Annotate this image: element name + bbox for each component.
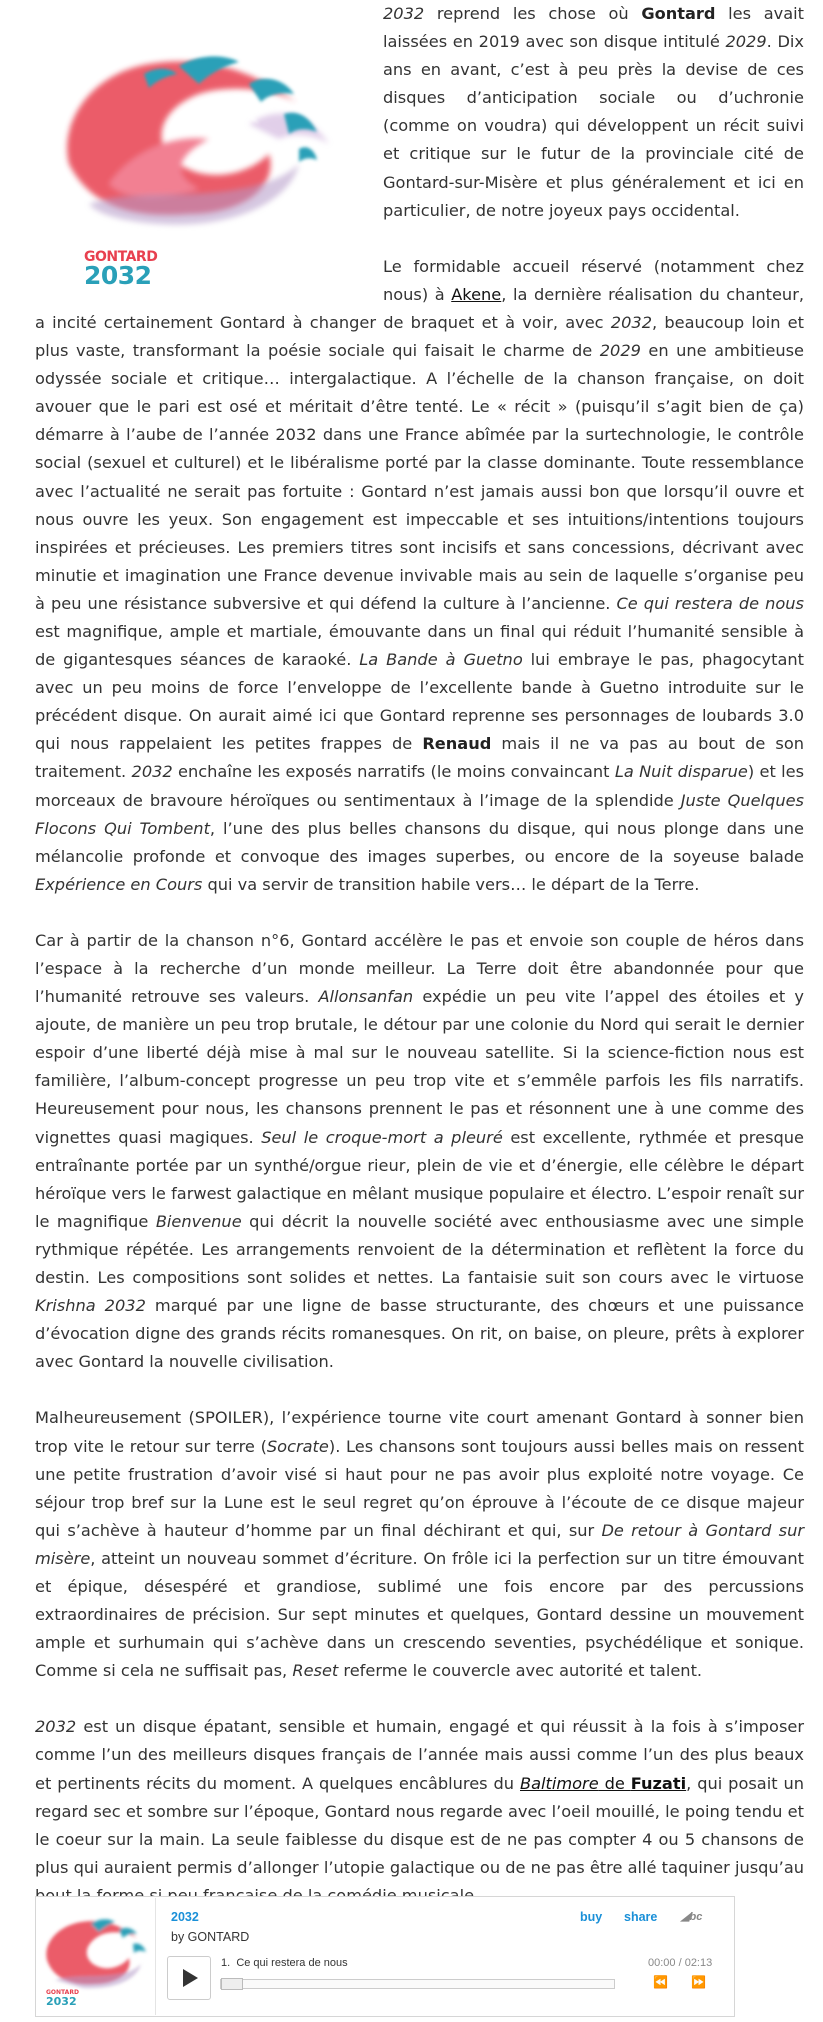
italic-title: La Bande à Guetno [359,650,523,670]
inline-link[interactable]: Fuzati [630,1773,687,1793]
italic-title: Ce qui restera de nous [616,593,804,613]
bandcamp-logo-text: bc [689,1911,703,1923]
inline-link[interactable]: de [598,1773,631,1793]
text-run: reprend les chose où [424,4,642,23]
text-run: ) et les morceaux de bravoure héroïques ou sentimentaux à l’image de la splendide [35,762,804,810]
track-time: 00:00 / 02:13 [648,1957,713,1969]
cover-year-label: 2032 [84,261,152,290]
italic-title: 2032 [610,312,652,332]
article-paragraph-5 [35,1713,804,1910]
bandcamp-logo-icon: ◢ [681,1911,690,1923]
text-run: , qui posait un regard sec et sombre sur l’époque, Gontard nous regarde avec l’oeil mouillé, le poing tendu et le coeur sur la main. La seule faiblesse du disque est de ne pas compter 4 ou 5 chansons de plus qui auraient permis d’allonger l’utopie galactique ou de ne pas être allé taquiner jusqu’au [35,1773,804,1877]
current-track [221,1957,348,1969]
share-link[interactable]: share [624,1910,658,1924]
text-run: lui embraye le pas, phagocytant avec un peu moins de force l’enveloppe de l’excellente bande à Guetno introduite sur le précédent disque. On aurait aimé ici que Gontard reprenne ses personnages de loubards 3.0 qui nous rappelaient les petites frappes de [35,650,804,754]
next-track-icon[interactable]: ⏩ [691,1975,706,1989]
text-run: est un disque épatant, sensible et humain, engagé et qui réussit à la fois à s’imposer comme l’un des meilleurs disques français de l’année mais aussi comme l’un des plus beaux et pertinents récits du moment. A quelques encâblures du [35,1717,804,1793]
text-run: , atteint un nouveau sommet d’écriture. On frôle ici la perfection sur un titre émouvant et épique, désespéré et grandiose, sublimé une fois encore par des percussions extraordinaires de précision. Sur sept minutes et quelques, Gontard dessine un mouvement ample et surhumain qui s’achève dans un crescendo seventies, psychédélique et sonique. Comme si cela ne suffisait pas, [35,1548,804,1681]
previous-track-icon[interactable]: ⏪ [653,1975,668,1989]
text-run: enchaîne les exposés narratifs (le moins convaincant [172,762,615,782]
italic-title: La Nuit disparue [614,762,748,782]
text-run: Le formidable accueil réservé (notamment chez nous) à [383,256,804,304]
italic-title: Socrate [266,1436,329,1456]
article-paragraph-2 [35,253,804,899]
player-cover-artist-label: GONTARD [46,1989,79,1996]
player-album-title[interactable]: 2032 [171,1910,199,1924]
article-paragraph-3 [35,927,804,1377]
text-run: qui va servir de transition habile vers… le départ de la Terre. [202,874,700,894]
italic-title: 2032 [35,1717,77,1737]
track-number: 1. [221,1957,231,1969]
bold-name: Renaud [422,734,492,754]
italic-title: Expérience en Cours [35,874,203,894]
italic-title: Juste Quelques Flocons Qui Tombent [35,790,804,838]
text-run: , l’une des plus belles chansons du disque, qui nous plonge dans une mélancolie profonde et convoque des images superbes, ou encore de la soyeuse balade [35,818,804,866]
bandcamp-logo[interactable] [681,1910,702,1923]
player-cover-year-label: 2032 [46,1995,77,2008]
play-icon [181,1968,199,1988]
text-run: est magnifique, ample et martiale, émouvante dans un final qui réduit l’humanité sensible à de gigantesques séances de karaoké. [35,621,804,670]
italic-title: 2029 [725,32,767,52]
text-run: est excellente, rythmée et presque entraînante portée par un synthé/orgue rieur, plein de vie et d’énergie, elle célèbre le départ héroïque vers le farwest galactique en mêlant musique populaire et électro. L’espoir renaît sur le magnifique [35,1127,804,1231]
text-run: . Dix ans en avant, c’est à peu près la devise de ces disques d’anticipation sociale ou d’uchronie (comme on voudra) qui développent un récit suivi et critique sur le futur de la provinciale cité de Gontard-sur-Misère et plus généralement et ici en particulier, de notre joyeux pays occidental. [383,32,804,220]
text-run: ). Les chansons sont toujours aussi belles mais on ressent une petite frustration d’avoir visé si haut pour ne pas avoir plus exploité notre voyage. Ce séjour trop bref sur la Lune est le seul regret qu’on éprouve à l’écoute de ce disque majeur qui s’achève à hauteur d’homme par un final déchirant et qui, sur [35,1436,804,1540]
progress-bar[interactable] [220,1979,615,1989]
italic-title: 2032 [383,4,425,23]
cover-artist-label: GONTARD [84,249,158,265]
text-run: referme le couvercle avec autorité et talent. [338,1661,703,1681]
progress-handle[interactable] [221,1978,243,1990]
inline-link[interactable]: Baltimore [520,1773,599,1793]
text-run: qui décrit la nouvelle société avec enthousiasme avec une simple rythmique répétée. Les arrangements renvoient de la détermination et reflètent la force du destin. Les compositions sont solides et nettes. La fantaisie suit son cours avec le virtuose [35,1211,804,1288]
buy-link[interactable]: buy [580,1910,603,1924]
article-paragraph-4 [35,1404,804,1685]
italic-title: De retour à Gontard sur misère [35,1520,804,1568]
bold-name: Gontard [641,4,716,23]
text-run: , la dernière réalisation du chanteur, a incité certainement Gontard à changer de braquet et à voir, avec [35,284,804,332]
text-run: mais il ne va pas au bout de son traitement. [35,734,804,782]
player-cover-thumbnail[interactable] [37,1898,156,2015]
italic-title: Seul le croque-mort a pleuré [261,1127,503,1147]
text-run: , beaucoup loin et plus vaste, transformant la poésie sociale qui faisait le charme de [35,312,804,361]
italic-title: Krishna 2032 [35,1296,146,1316]
text-run: marqué par une ligne de basse structurante, des chœurs et une puissance d’évocation digne des grands récits romanesques. On rit, on baise, on pleure, prêts à explorer avec Gontard la nouvelle civilisation. [35,1296,804,1372]
text-run: expédie un peu vite l’appel des étoiles et y ajoute, de manière un peu trop brutale, le détour par une colonie du Nord qui serait le dernier espoir d’une liberté déjà mise à mal sur le nouveau satellite. Si la science-fiction nous est familière, l’album-concept progresse un peu trop vite et s’emmêle parfois les fils narratifs. Heureusement pour nous, les chansons prennent le pas et résonnent une à une comme des vignettes quasi magiques. [35,987,804,1147]
play-button[interactable] [167,1956,211,2000]
italic-title: Reset [292,1661,339,1681]
article [35,0,804,1910]
italic-title: 2029 [599,341,641,361]
track-title[interactable]: Ce qui restera de nous [236,1957,348,1969]
inline-link[interactable]: Akene [451,284,502,304]
bandcamp-player [35,1896,735,2017]
text-run: en une ambitieuse odyssée sociale et critique… intergalactique. A l’échelle de la chanson française, on doit avouer que le pari est osé et méritait d’être tenté. Le « récit » (puisqu’il s’agit bien de ça) démarre à l’aube de l’année 2032 dans une France abîmée par la surtechnologie, le contrôle social (sexuel et culturel) et le libéralisme porté par la classe dominante. Toute ressemblance avec l’actualité ne serait pas fortuite : Gontard n’est jamais aussi bon que lorsqu’il ouvre et nous ouvre les yeux. Son engagement est impeccable et ses intuitions/intentions toujours inspirées et précieuses. Les premiers titres sont incisifs et sans concessions, décrivant avec minutie et imagination une France devenue invivable mais au sein de laquelle s’organise peu à peu une résistance subversive et qui défend la culture à l’ancienne. [35,341,804,613]
player-artist-byline[interactable]: by GONTARD [171,1930,250,1944]
italic-title: 2032 [131,762,173,782]
italic-title: Bienvenue [155,1211,242,1231]
italic-title: Allonsanfan [318,987,414,1007]
text-run: les avait laissées en 2019 avec son disque intitulé [383,4,804,52]
text-run: Malheureusement (SPOILER), l’expérience tourne vite court amenant Gontard à sonner bien trop vite le retour sur terre ( [35,1408,804,1456]
cover-illustration [49,14,349,282]
album-cover-art [49,14,349,290]
text-run: Car à partir de la chanson n°6, Gontard accélère le pas et envoie son couple de héros dans l’espace à la recherche d’un monde meilleur. La Terre doit être abandonnée pour que l’humanité retrouve ses valeurs. [35,930,804,1007]
